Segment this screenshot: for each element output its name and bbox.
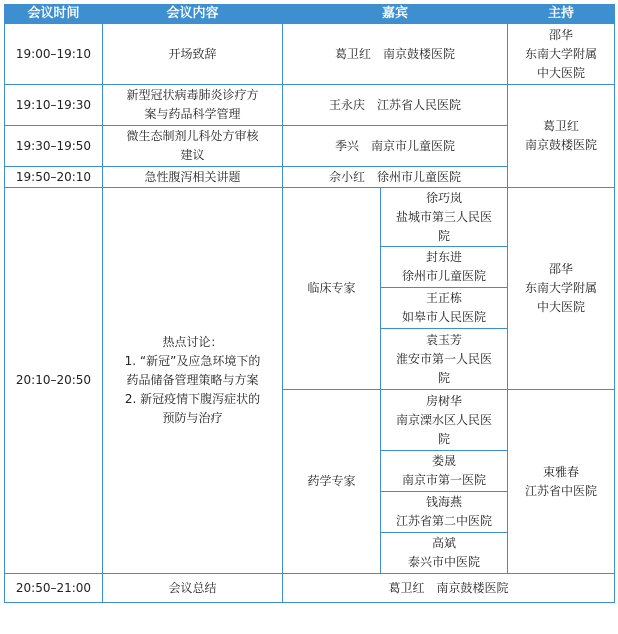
content-cell: 开场致辞 — [103, 24, 283, 85]
discussion-content-cell — [103, 188, 283, 574]
expert-org-line1: 淮安市第一人民医 — [396, 351, 493, 366]
guest-cell — [283, 85, 508, 126]
expert-org-line1: 徐州市儿童医院 — [402, 269, 487, 283]
guest-name: 王永庆 — [328, 97, 365, 112]
content-line1: 微生态制剂儿科处方审核 — [126, 129, 259, 143]
expert-org-line1: 如皋市人民医院 — [402, 310, 487, 324]
table-row — [5, 188, 615, 247]
expert-name: 徐巧岚 — [426, 190, 463, 205]
guest-name: 佘小红 — [328, 169, 365, 184]
guest-name: 季兴 — [334, 138, 359, 153]
expert-cell — [381, 288, 508, 329]
host-name: 束雅春 — [543, 464, 580, 479]
host-name: 邵华 — [549, 262, 574, 276]
header-guest: 嘉宾 — [283, 5, 508, 24]
time-cell: 20:50–21:00 — [5, 574, 103, 603]
guest-cell — [283, 126, 508, 167]
host-org-line2: 中大医院 — [537, 300, 586, 314]
time-cell: 19:30–19:50 — [5, 126, 103, 167]
expert-cell — [381, 492, 508, 533]
closing-guest-cell — [283, 574, 615, 603]
expert-name: 高斌 — [432, 536, 457, 550]
time-cell: 19:50–20:10 — [5, 167, 103, 188]
expert-org-line1: 南京溧水区人民医 — [396, 412, 493, 427]
table-row — [5, 574, 615, 603]
header-time: 会议时间 — [5, 5, 103, 24]
schedule-container — [4, 4, 615, 603]
expert-name: 封东进 — [426, 250, 463, 264]
table-row — [5, 85, 615, 126]
host-org-line1: 东南大学附属 — [525, 46, 598, 61]
expert-cell — [381, 247, 508, 288]
schedule-table — [4, 4, 615, 603]
expert-org-line2: 院 — [438, 228, 451, 243]
host-name: 邵华 — [549, 27, 574, 42]
header-host: 主持 — [508, 5, 615, 24]
host-org: 江苏省中医院 — [525, 483, 598, 498]
expert-cell — [381, 451, 508, 492]
guest-org: 江苏省人民医院 — [377, 97, 462, 112]
content-line2: 案与药品科学管理 — [144, 107, 241, 121]
expert-name: 钱海燕 — [426, 495, 463, 509]
host-org-line1: 东南大学附属 — [525, 281, 598, 295]
content-line2: 建议 — [180, 148, 205, 162]
expert-org-line1: 江苏省第二中医院 — [396, 514, 493, 528]
host-cell — [508, 85, 615, 188]
content-cell — [103, 85, 283, 126]
discussion-title: 热点讨论： — [162, 335, 223, 349]
guest-name: 葛卫红 — [388, 580, 425, 595]
guest-org: 南京鼓楼医院 — [383, 46, 456, 61]
host-org-line2: 中大医院 — [537, 65, 586, 80]
expert-cell — [381, 188, 508, 247]
guest-org: 徐州市儿童医院 — [377, 169, 462, 184]
discussion-item2-line1: 2. 新冠疫情下腹泻症状的 — [124, 392, 261, 406]
expert-cell — [381, 533, 508, 574]
guest-org: 南京鼓楼医院 — [436, 580, 509, 595]
guest-name: 葛卫红 — [334, 46, 371, 61]
table-row — [5, 24, 615, 85]
clinical-experts-label: 临床专家 — [283, 188, 381, 390]
expert-cell — [381, 329, 508, 390]
time-cell: 19:10–19:30 — [5, 85, 103, 126]
host-name: 葛卫红 — [543, 119, 580, 133]
pharma-experts-label: 药学专家 — [283, 390, 381, 574]
time-cell: 20:10–20:50 — [5, 188, 103, 574]
expert-name: 娄晟 — [432, 454, 457, 468]
discussion-item1-line2: 药品储备管理策略与方案 — [126, 373, 259, 387]
expert-org-line2: 院 — [438, 370, 451, 385]
host-cell — [508, 390, 615, 574]
discussion-item2-line2: 预防与治疗 — [162, 411, 223, 425]
content-cell: 急性腹泻相关讲题 — [103, 167, 283, 188]
expert-cell — [381, 390, 508, 451]
expert-name: 袁玉芳 — [426, 332, 463, 347]
header-row — [5, 5, 615, 24]
expert-org-line1: 南京市第一医院 — [402, 473, 487, 487]
expert-org-line1: 盐城市第三人民医 — [396, 209, 493, 224]
content-cell: 会议总结 — [103, 574, 283, 603]
guest-cell — [283, 24, 508, 85]
content-cell — [103, 126, 283, 167]
expert-org-line2: 院 — [438, 431, 451, 446]
guest-cell — [283, 167, 508, 188]
content-line1: 新型冠状病毒肺炎诊疗方 — [126, 88, 259, 102]
expert-name: 房树华 — [426, 393, 463, 408]
header-content: 会议内容 — [103, 5, 283, 24]
host-cell — [508, 188, 615, 390]
host-cell — [508, 24, 615, 85]
guest-org: 南京市儿童医院 — [371, 138, 456, 153]
expert-name: 王正栋 — [426, 291, 463, 305]
time-cell: 19:00–19:10 — [5, 24, 103, 85]
discussion-item1-line1: 1. “新冠”及应急环境下的 — [124, 354, 261, 368]
expert-org-line1: 泰兴市中医院 — [408, 555, 481, 569]
host-org: 南京鼓楼医院 — [525, 138, 598, 152]
